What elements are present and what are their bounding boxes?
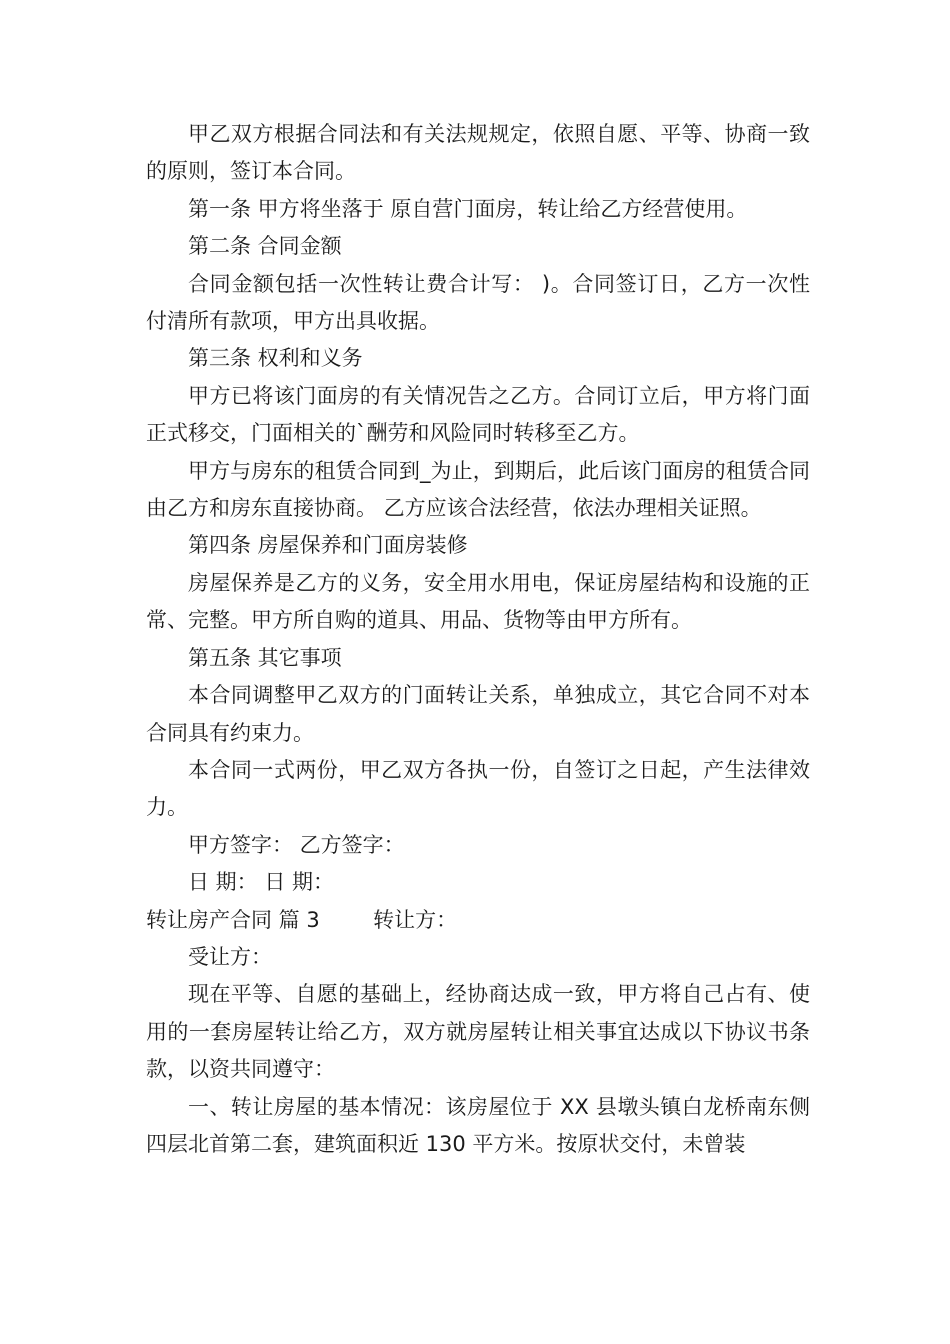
article-2-heading: 第二条 合同金额 bbox=[188, 234, 342, 259]
article-5-body-1: 本合同调整甲乙双方的门面转让关系，单独成立，其它合同不对本合同具有约束力。 bbox=[146, 683, 810, 745]
article-5-heading: 第五条 其它事项 bbox=[188, 645, 342, 670]
paragraph-intro: 甲乙双方根据合同法和有关法规规定，依照自愿、平等、协商一致的原则，签订本合同。 bbox=[146, 122, 810, 184]
transferee-line: 受让方： bbox=[188, 944, 272, 969]
article-3-heading: 第三条 权利和义务 bbox=[188, 346, 363, 371]
agreement-preamble: 现在平等、自愿的基础上，经协商达成一致，甲方将自己占有、使用的一套房屋转让给乙方，双方就房屋转让相关事宜达成以下协议书条款，以资共同遵守： bbox=[146, 982, 810, 1082]
section-heading: 转让房产合同 篇 3 转让方： bbox=[146, 907, 458, 932]
article-1: 第一条 甲方将坐落于 原自营门面房，转让给乙方经营使用。 bbox=[188, 196, 748, 221]
article-2-body: 合同金额包括一次性转让费合计写： )。合同签订日，乙方一次性付清所有款项，甲方出具收据。 bbox=[146, 271, 810, 334]
article-3-body-1: 甲方已将该门面房的有关情况告之乙方。合同订立后，甲方将门面正式移交，门面相关的`酬劳和风险同时转移至乙方。 bbox=[146, 383, 810, 446]
document-body bbox=[146, 116, 810, 1163]
date-line: 日 期： 日 期： bbox=[188, 870, 335, 895]
signature-line: 甲方签字： 乙方签字： bbox=[188, 832, 405, 857]
clause-1-property-info: 一、转让房屋的基本情况：该房屋位于 XX 县墩头镇白龙桥南东侧四层北首第二套，建筑面积近 130 平方米。按原状交付，未曾装 bbox=[146, 1094, 810, 1156]
article-4-body: 房屋保养是乙方的义务，安全用水用电，保证房屋结构和设施的正常、完整。甲方所自购的道具、用品、货物等由甲方所有。 bbox=[146, 570, 810, 633]
article-5-body-2: 本合同一式两份，甲乙双方各执一份，自签订之日起，产生法律效力。 bbox=[146, 757, 810, 820]
article-3-body-2: 甲方与房东的租赁合同到_为止，到期后，此后该门面房的租赁合同由乙方和房东直接协商。 乙方应该合法经营，依法办理相关证照。 bbox=[146, 458, 810, 521]
article-4-heading: 第四条 房屋保养和门面房装修 bbox=[188, 533, 468, 558]
